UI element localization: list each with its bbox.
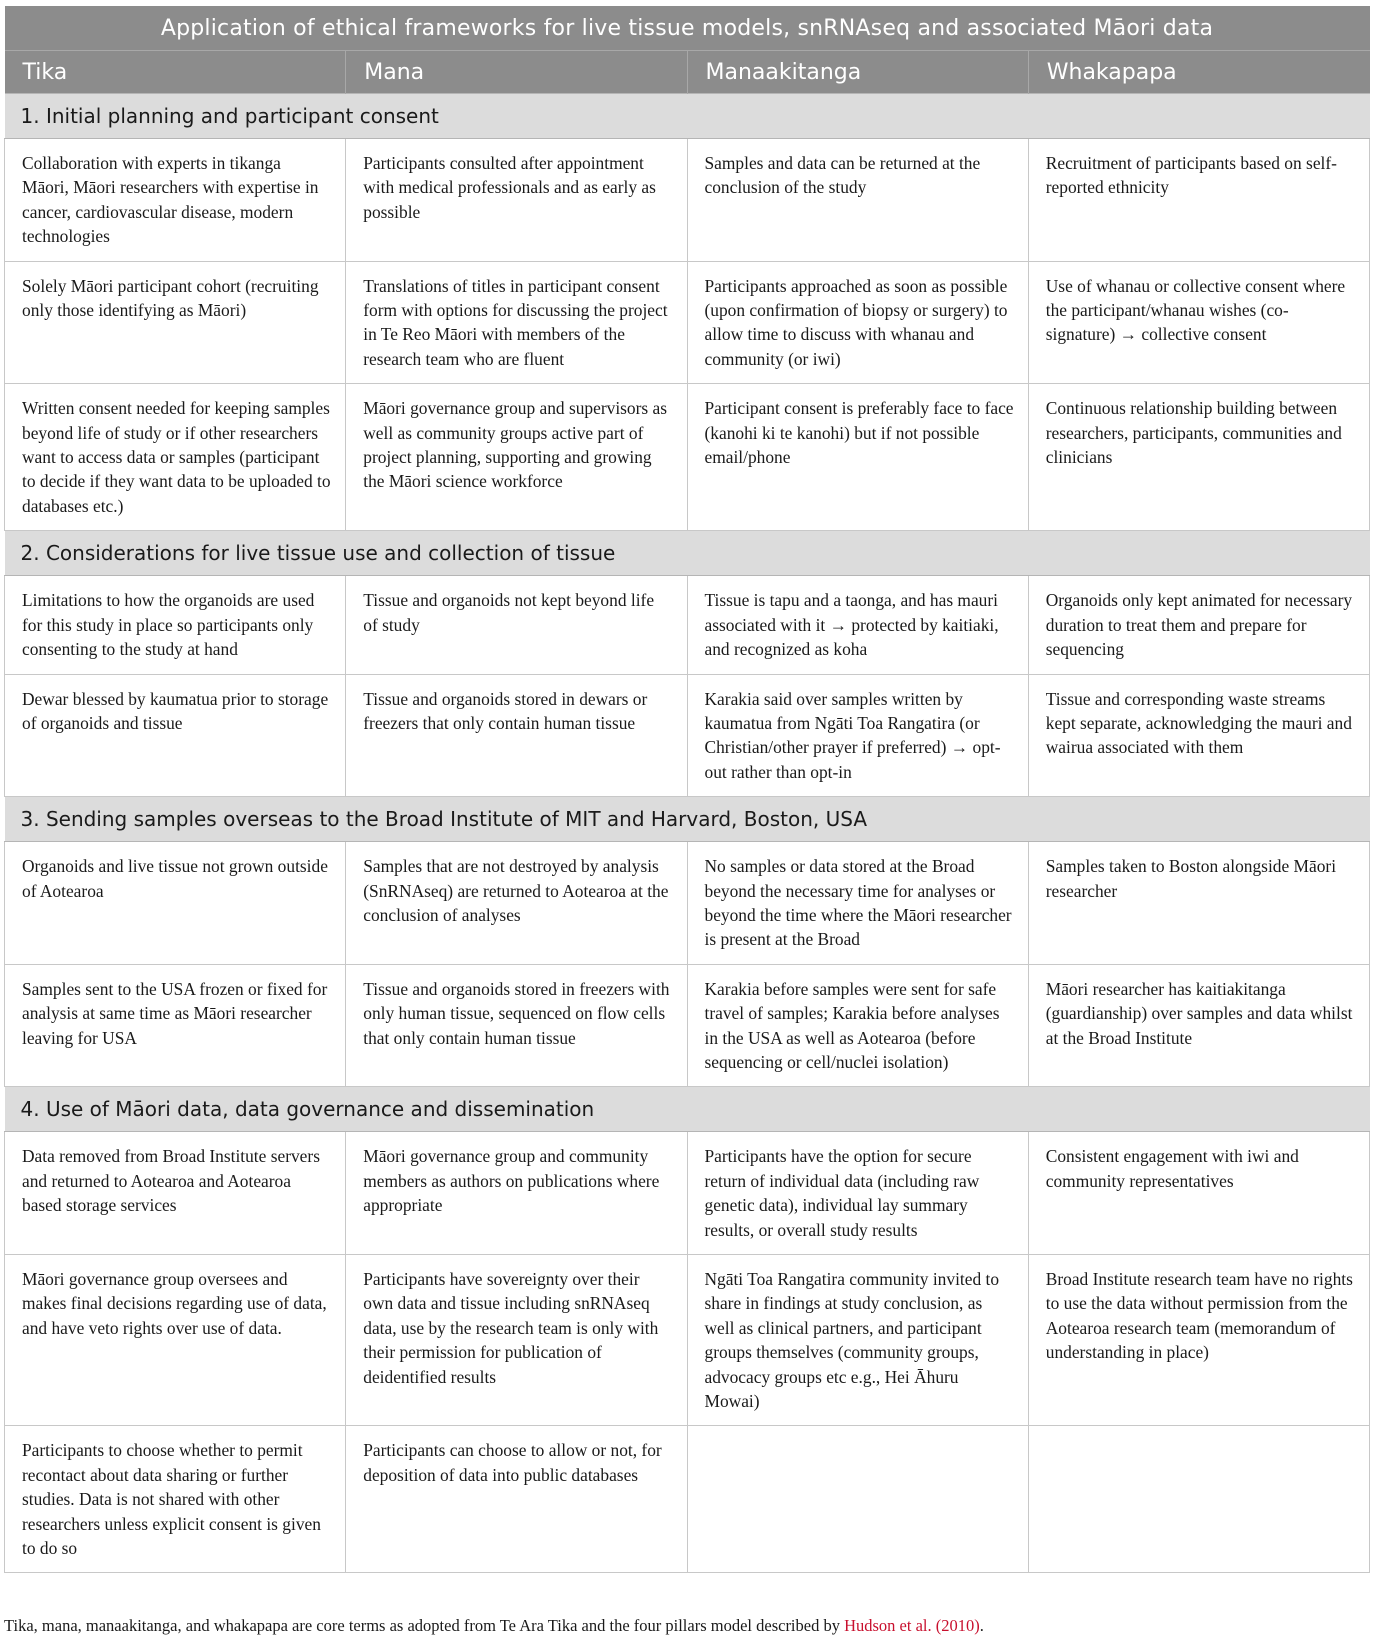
- cell-manaakitanga: No samples or data stored at the Broad beyond the necessary time for analyses or beyond the time where the Māori researcher is present at the Broad: [687, 842, 1028, 965]
- cell-tika: Samples sent to the USA frozen or fixed for analysis at same time as Māori researcher leaving for USA: [5, 964, 346, 1087]
- cell-manaakitanga: Participants approached as soon as possible (upon confirmation of biopsy or surgery) to allow time to discuss with whanau and community (or iwi): [687, 261, 1028, 384]
- cell-whakapapa: Samples taken to Boston alongside Māori researcher: [1028, 842, 1369, 965]
- section-header-row: [5, 1087, 1370, 1132]
- table-row: [5, 964, 1370, 1087]
- section-header-row: [5, 94, 1370, 139]
- footnote-reference-link[interactable]: Hudson et al. (2010): [844, 1616, 980, 1635]
- cell-whakapapa: Broad Institute research team have no rights to use the data without permission from the Aotearoa research team (memorandum of understanding in place): [1028, 1255, 1369, 1426]
- section-header-row: [5, 797, 1370, 842]
- cell-manaakitanga: Participant consent is preferably face to face (kanohi ki te kanohi) but if not possible email/phone: [687, 384, 1028, 531]
- cell-mana: Māori governance group and supervisors as well as community groups active part of project planning, supporting and growing the Māori science workforce: [346, 384, 687, 531]
- table-row: [5, 384, 1370, 531]
- table-row: [5, 1426, 1370, 1573]
- table-footnote: [4, 1616, 984, 1636]
- cell-manaakitanga: Ngāti Toa Rangatira community invited to share in findings at study conclusion, as well as clinical partners, and participant groups themselves (community groups, advocacy groups etc e.g., Hei Āhuru Mowai): [687, 1255, 1028, 1426]
- cell-whakapapa: [1028, 1426, 1369, 1573]
- cell-manaakitanga: Karakia before samples were sent for safe travel of samples; Karakia before analyses in the USA as well as Aotearoa (before sequencing or cell/nuclei isolation): [687, 964, 1028, 1087]
- cell-mana: Tissue and organoids not kept beyond life of study: [346, 576, 687, 674]
- cell-tika: Participants to choose whether to permit recontact about data sharing or further studies. Data is not shared with other researchers unless explicit consent is given to do so: [5, 1426, 346, 1573]
- section-heading: 3. Sending samples overseas to the Broad Institute of MIT and Harvard, Boston, USA: [5, 797, 1370, 842]
- cell-mana: Participants can choose to allow or not, for deposition of data into public databases: [346, 1426, 687, 1573]
- cell-tika: Dewar blessed by kaumatua prior to storage of organoids and tissue: [5, 674, 346, 797]
- cell-mana: Translations of titles in participant consent form with options for discussing the project in Te Reo Māori with members of the research team who are fluent: [346, 261, 687, 384]
- cell-manaakitanga: [687, 1426, 1028, 1573]
- table-row: [5, 139, 1370, 262]
- cell-whakapapa: Continuous relationship building between researchers, participants, communities and clinicians: [1028, 384, 1369, 531]
- cell-tika: Collaboration with experts in tikanga Māori, Māori researchers with expertise in cancer, cardiovascular disease, modern technologies: [5, 139, 346, 262]
- table-row: [5, 576, 1370, 674]
- cell-manaakitanga: Samples and data can be returned at the conclusion of the study: [687, 139, 1028, 262]
- column-header-row: [5, 51, 1370, 94]
- cell-tika: Organoids and live tissue not grown outside of Aotearoa: [5, 842, 346, 965]
- cell-whakapapa: Use of whanau or collective consent where the participant/whanau wishes (co-signature) → collective consent: [1028, 261, 1369, 384]
- cell-tika: Solely Māori participant cohort (recruiting only those identifying as Māori): [5, 261, 346, 384]
- cell-tika: Data removed from Broad Institute servers and returned to Aotearoa and Aotearoa based storage services: [5, 1132, 346, 1255]
- cell-mana: Māori governance group and community members as authors on publications where appropriate: [346, 1132, 687, 1255]
- column-header-tika: Tika: [5, 51, 346, 94]
- cell-mana: Tissue and organoids stored in freezers with only human tissue, sequenced on flow cells that only contain human tissue: [346, 964, 687, 1087]
- cell-whakapapa: Organoids only kept animated for necessary duration to treat them and prepare for sequencing: [1028, 576, 1369, 674]
- cell-mana: Samples that are not destroyed by analysis (SnRNAseq) are returned to Aotearoa at the conclusion of analyses: [346, 842, 687, 965]
- table-body: [5, 94, 1370, 1573]
- cell-mana: Participants have sovereignty over their own data and tissue including snRNAseq data, use by the research team is only with their permission for publication of deidentified results: [346, 1255, 687, 1426]
- table-row: [5, 261, 1370, 384]
- ethics-table: [4, 6, 1370, 1573]
- table-row: [5, 1255, 1370, 1426]
- section-heading: 2. Considerations for live tissue use and collection of tissue: [5, 531, 1370, 576]
- table-row: [5, 674, 1370, 797]
- cell-tika: Written consent needed for keeping samples beyond life of study or if other researchers want to access data or samples (participant to decide if they want data to be uploaded to databases etc.): [5, 384, 346, 531]
- cell-manaakitanga: Participants have the option for secure return of individual data (including raw genetic data), individual lay summary results, or overall study results: [687, 1132, 1028, 1255]
- cell-whakapapa: Tissue and corresponding waste streams kept separate, acknowledging the mauri and wairua associated with them: [1028, 674, 1369, 797]
- column-header-manaakitanga: Manaakitanga: [687, 51, 1028, 94]
- cell-whakapapa: Recruitment of participants based on self-reported ethnicity: [1028, 139, 1369, 262]
- footnote-text: Tika, mana, manaakitanga, and whakapapa are core terms as adopted from Te Ara Tika and the four pillars model described by: [4, 1616, 845, 1635]
- cell-mana: Tissue and organoids stored in dewars or freezers that only contain human tissue: [346, 674, 687, 797]
- cell-manaakitanga: Karakia said over samples written by kaumatua from Ngāti Toa Rangatira (or Christian/other prayer if preferred) → opt-out rather than opt-in: [687, 674, 1028, 797]
- section-heading: 1. Initial planning and participant consent: [5, 94, 1370, 139]
- footnote-suffix: .: [979, 1616, 984, 1635]
- cell-manaakitanga: Tissue is tapu and a taonga, and has mauri associated with it → protected by kaitiaki, and recognized as koha: [687, 576, 1028, 674]
- cell-tika: Māori governance group oversees and makes final decisions regarding use of data, and have veto rights over use of data.: [5, 1255, 346, 1426]
- table-title: Application of ethical frameworks for live tissue models, snRNAseq and associated Māori data: [5, 6, 1370, 51]
- ethics-table-container: [4, 6, 1370, 1573]
- table-row: [5, 1132, 1370, 1255]
- cell-whakapapa: Consistent engagement with iwi and community representatives: [1028, 1132, 1369, 1255]
- table-title-row: [5, 6, 1370, 51]
- cell-mana: Participants consulted after appointment with medical professionals and as early as possible: [346, 139, 687, 262]
- section-heading: 4. Use of Māori data, data governance and dissemination: [5, 1087, 1370, 1132]
- table-row: [5, 842, 1370, 965]
- cell-whakapapa: Māori researcher has kaitiakitanga (guardianship) over samples and data whilst at the Broad Institute: [1028, 964, 1369, 1087]
- column-header-mana: Mana: [346, 51, 687, 94]
- column-header-whakapapa: Whakapapa: [1028, 51, 1369, 94]
- cell-tika: Limitations to how the organoids are used for this study in place so participants only consenting to the study at hand: [5, 576, 346, 674]
- section-header-row: [5, 531, 1370, 576]
